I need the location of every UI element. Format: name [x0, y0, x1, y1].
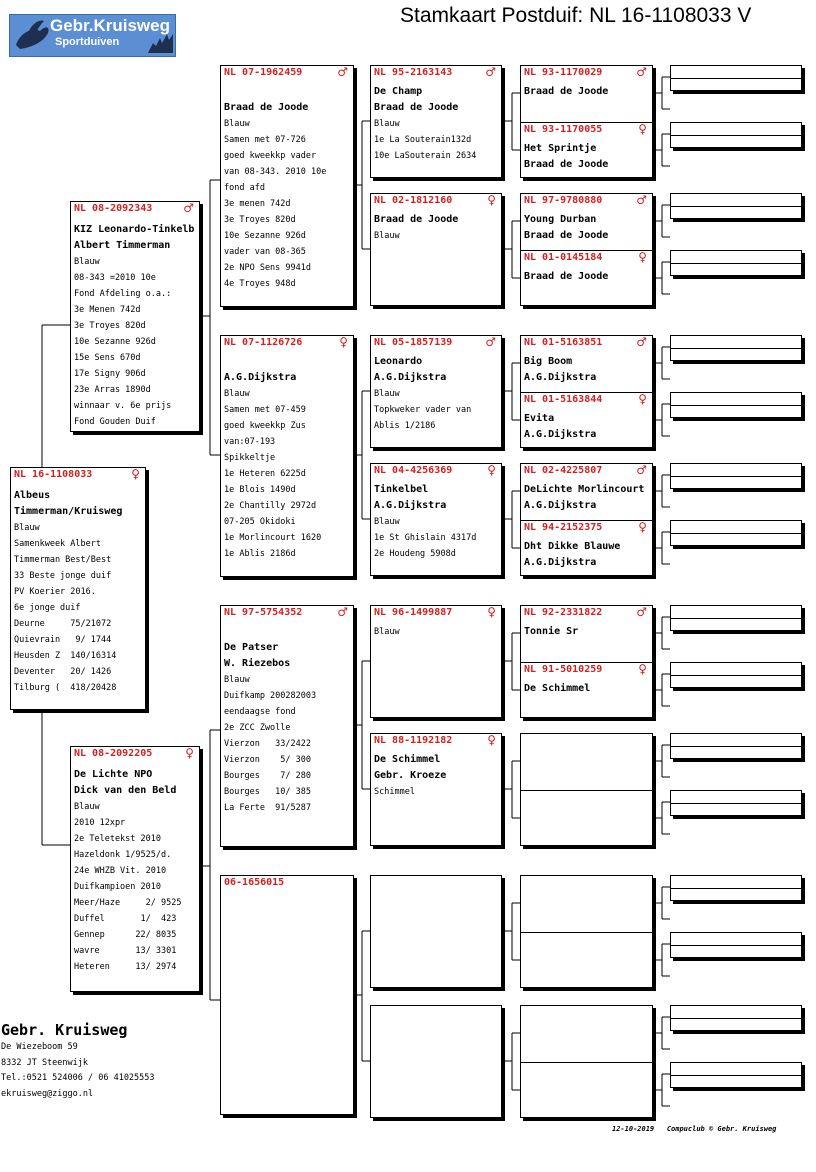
pigeon-detail: Samen met 07-726	[224, 135, 306, 145]
owner-block	[1, 1020, 155, 1102]
sex-symbol: ♂	[485, 335, 496, 349]
card-body	[224, 100, 351, 292]
generation-5-box	[670, 875, 802, 901]
pigeon-detail: Vierzon 5/ 300	[224, 755, 311, 765]
pair-divider	[671, 78, 801, 79]
sex-symbol: ♂	[183, 201, 194, 215]
pigeon-detail: 1e Blois 1490d	[224, 485, 296, 495]
pair-divider	[521, 392, 652, 393]
gg-grandparent-pair	[520, 65, 653, 178]
ring-number: NL 08-2092343	[74, 203, 153, 214]
pigeon-detail: Deurne 75/21072	[14, 619, 112, 629]
ring-number: NL 97-9780880	[524, 195, 603, 206]
generation-5-box	[670, 932, 802, 958]
pigeon-detail: Bourges 7/ 280	[224, 771, 311, 781]
card-body	[374, 354, 499, 434]
sex-symbol: ♀	[638, 122, 647, 136]
ring-number: NL 04-4256369	[374, 465, 453, 476]
ring-number: NL 05-1857139	[374, 337, 453, 348]
pigeon-detail: 2e Houdeng 5908d	[374, 549, 456, 559]
pigeon-detail: Ablis 1/2186	[374, 421, 436, 431]
pigeon-detail: Duifkampioen 2010	[74, 882, 161, 892]
pigeon-detail: Gennep 22/ 8035	[74, 930, 177, 940]
pigeon-detail: Blauw	[374, 627, 400, 637]
grandparent-card	[220, 875, 354, 1115]
pair-divider	[671, 135, 801, 136]
card-body	[224, 370, 351, 562]
sex-symbol: ♂	[636, 335, 647, 349]
pair-divider	[671, 476, 801, 477]
pigeon-name: De Schimmel	[374, 754, 441, 765]
pigeon-name: DeLichte Morlincourt	[524, 484, 645, 495]
owner-email: ekruisweg@ziggo.nl	[1, 1088, 94, 1099]
owner-address-line: De Wiezeboom 59	[1, 1042, 78, 1052]
pigeon-detail: 10e Sezanne 926d	[74, 337, 156, 347]
pigeon-detail: 2e ZCC Zwolle	[224, 723, 291, 733]
pigeon-name: De Lichte NPO	[74, 769, 153, 780]
pigeon-detail: Blauw	[374, 389, 400, 399]
pigeon-detail: 4e Troyes 948d	[224, 279, 296, 289]
pigeon-detail: 3e Menen 742d	[74, 305, 141, 315]
ring-number: NL 94-2152375	[524, 522, 603, 533]
sex-symbol: ♀	[638, 392, 647, 406]
pair-divider	[671, 1075, 801, 1076]
pigeon-detail: 33 Beste jonge duif	[14, 571, 112, 581]
pigeon-name: Dht Dikke Blauwe	[524, 541, 621, 552]
ring-number: NL 02-4225807	[524, 465, 603, 476]
pigeon-detail: 1e Heteren 6225d	[224, 469, 306, 479]
pigeon-detail: 3e menen 742d	[224, 199, 291, 209]
pair-divider	[671, 675, 801, 676]
sex-symbol: ♂	[636, 193, 647, 207]
great-grandparent-card	[370, 733, 502, 846]
pigeon-detail: goed kweekkp Zus	[224, 421, 306, 431]
pigeon-detail: 07-205 Okidoki	[224, 517, 296, 527]
pigeon-detail: Schimmel	[374, 787, 415, 797]
pigeon-detail: 15e Sens 670d	[74, 353, 141, 363]
pigeon-name: A.G.Dijkstra	[524, 500, 597, 511]
great-grandparent-card	[370, 1005, 502, 1118]
pigeon-name: W. Riezebos	[224, 658, 291, 669]
grandparent-card	[220, 335, 354, 577]
generation-5-box	[670, 1005, 802, 1031]
pigeon-name: KIZ Leonardo-Tinkelb	[74, 224, 195, 235]
pair-divider	[671, 1018, 801, 1019]
pair-divider	[521, 122, 652, 123]
card-body	[524, 681, 650, 697]
pigeon-name: Gebr. Kroeze	[374, 770, 447, 781]
pigeon-detail: fond afd	[224, 183, 265, 193]
pair-divider	[671, 263, 801, 264]
pigeon-detail: wavre 13/ 3301	[74, 946, 177, 956]
pigeon-name: A.G.Dijkstra	[374, 372, 447, 383]
pigeon-detail: Samen met 07-459	[224, 405, 306, 415]
pigeon-detail: 2e NPO Sens 9941d	[224, 263, 311, 273]
pigeon-name: Braad de Joode	[524, 86, 609, 97]
pair-divider	[521, 662, 652, 663]
generation-5-box	[670, 335, 802, 361]
logo-subtext: Sportduiven	[55, 36, 120, 48]
pigeon-name: Tinkelbel	[374, 484, 429, 495]
card-body	[374, 624, 499, 640]
pigeon-detail: 08-343 =2010 10e	[74, 273, 156, 283]
great-grandparent-card	[370, 335, 502, 448]
generation-5-box	[670, 392, 802, 418]
owner-phone: Tel.:0521 524006 / 06 41025553	[1, 1073, 155, 1083]
grandparent-card	[220, 65, 354, 307]
pigeon-detail: 2010 12xpr	[74, 818, 126, 828]
pigeon-detail: 1e St Ghislain 4317d	[374, 533, 477, 543]
pigeon-name: Big Boom	[524, 356, 573, 367]
pigeon-name: Het Sprintje	[524, 143, 597, 154]
pigeon-detail: Heusden Z 140/16314	[14, 651, 117, 661]
pair-divider	[671, 945, 801, 946]
card-body	[74, 767, 197, 975]
pair-divider	[521, 250, 652, 251]
pair-divider	[521, 932, 652, 933]
card-body	[524, 354, 650, 386]
ring-number: NL 96-1499887	[374, 607, 453, 618]
sex-symbol: ♀	[185, 746, 194, 760]
card-body	[524, 141, 650, 173]
pigeon-name: De Patser	[224, 642, 279, 653]
gg-grandparent-pair	[520, 605, 653, 718]
pigeon-detail: Deventer 20/ 1426	[14, 667, 112, 677]
pigeon-detail: 1e Morlincourt 1620	[224, 533, 322, 543]
pigeon-detail: Spikkeltje	[224, 453, 276, 463]
pigeon-detail: 6e jonge duif	[14, 603, 81, 613]
pigeon-name: A.G.Dijkstra	[524, 429, 597, 440]
pigeon-detail: goed kweekkp vader	[224, 151, 317, 161]
generation-5-box	[670, 662, 802, 688]
generation-5-box	[670, 790, 802, 816]
pigeon-name: Evita	[524, 413, 555, 424]
footer-credit: Compuclub © Gebr. Kruisweg	[666, 1125, 777, 1133]
pair-divider	[671, 746, 801, 747]
card-body	[374, 212, 499, 244]
card-body	[524, 482, 650, 514]
gg-grandparent-pair	[520, 733, 653, 846]
ring-number: NL 07-1126726	[224, 337, 303, 348]
pigeon-name: De Champ	[374, 86, 423, 97]
pigeon-detail: Blauw	[374, 517, 400, 527]
pair-divider	[671, 206, 801, 207]
pigeon-detail: Duffel 1/ 423	[74, 914, 177, 924]
pigeon-detail: 24e WHZB Vit. 2010	[74, 866, 167, 876]
ring-number: NL 08-2092205	[74, 748, 153, 759]
card-body	[524, 84, 650, 100]
pigeon-name: Timmerman/Kruisweg	[14, 506, 123, 517]
pair-divider	[671, 405, 801, 406]
ring-number: NL 16-1108033	[14, 469, 93, 480]
pigeon-name: Albert Timmerman	[74, 240, 171, 251]
pair-divider	[671, 533, 801, 534]
pigeon-name: Braad de Joode	[524, 271, 609, 282]
ring-number: NL 01-5163851	[524, 337, 603, 348]
pigeon-detail: Blauw	[374, 231, 400, 241]
pigeon-detail: 1e La Souterain132d	[374, 135, 472, 145]
sex-symbol: ♂	[636, 605, 647, 619]
parent-card	[70, 746, 200, 992]
pigeon-detail: Fond Gouden Duif	[74, 417, 156, 427]
pigeon-detail: 23e Arras 1890d	[74, 385, 151, 395]
sex-symbol: ♀	[638, 662, 647, 676]
pigeon-detail: Duifkamp 200282003	[224, 691, 317, 701]
great-grandparent-card	[370, 605, 502, 718]
pigeon-name: A.G.Dijkstra	[374, 500, 447, 511]
sex-symbol: ♀	[487, 733, 496, 747]
pigeon-detail: eendaagse fond	[224, 707, 296, 717]
pigeon-detail: 2e Chantilly 2972d	[224, 501, 317, 511]
pigeon-detail: Blauw	[74, 257, 100, 267]
ring-number: 06-1656015	[224, 877, 285, 888]
pigeon-detail: Tilburg ( 418/20428	[14, 683, 117, 693]
pigeon-name: Braad de Joode	[524, 159, 609, 170]
card-body	[524, 269, 650, 285]
pigeon-name: Tonnie Sr	[524, 626, 579, 637]
logo-text: Gebr.Kruisweg	[50, 16, 170, 35]
pigeon-detail: winnaar v. 6e prijs	[74, 401, 172, 411]
gg-grandparent-pair	[520, 193, 653, 306]
pigeon-name: Braad de Joode	[374, 214, 459, 225]
card-body	[14, 488, 143, 696]
pigeon-detail: Blauw	[14, 523, 40, 533]
pigeon-detail: Blauw	[224, 119, 250, 129]
footer-date: 12-10-2019	[612, 1125, 655, 1133]
generation-5-box	[670, 122, 802, 148]
pigeon-detail: 10e Sezanne 926d	[224, 231, 306, 241]
sex-symbol: ♂	[337, 65, 348, 79]
generation-5-box	[670, 65, 802, 91]
pigeon-detail: Blauw	[224, 389, 250, 399]
card-body	[524, 539, 650, 571]
card-body	[524, 624, 650, 640]
main-pigeon-card	[10, 467, 146, 710]
sex-symbol: ♀	[131, 467, 140, 481]
owner-address-line: 8332 JT Steenwijk	[1, 1057, 88, 1068]
pigeon-name: A.G.Dijkstra	[224, 372, 297, 383]
generation-5-box	[670, 463, 802, 489]
pair-divider	[521, 790, 652, 791]
pigeon-detail: vader van 08-365	[224, 247, 306, 257]
pigeon-detail: Fond Afdeling o.a.:	[74, 289, 172, 299]
ring-number: NL 92-2331822	[524, 607, 603, 618]
pigeon-name: Braad de Joode	[224, 102, 309, 113]
generation-5-box	[670, 605, 802, 631]
pigeon-detail: van 08-343. 2010 10e	[224, 167, 327, 177]
gg-grandparent-pair	[520, 335, 653, 448]
parent-card	[70, 201, 200, 432]
generation-5-box	[670, 193, 802, 219]
ring-number: NL 93-1170029	[524, 67, 603, 78]
pigeon-detail: 2e Teletekst 2010	[74, 834, 161, 844]
pigeon-detail: 3e Troyes 820d	[224, 215, 296, 225]
pigeon-detail: Blauw	[224, 675, 250, 685]
ring-number: NL 88-1192182	[374, 735, 453, 746]
pigeon-name: A.G.Dijkstra	[524, 372, 597, 383]
pigeon-detail: Blauw	[74, 802, 100, 812]
card-body	[524, 212, 650, 244]
pigeon-name: Dick van den Beld	[74, 785, 177, 796]
sex-symbol: ♂	[485, 65, 496, 79]
grandparent-card	[220, 605, 354, 847]
owner-name: Gebr. Kruisweg	[1, 1021, 128, 1039]
pigeon-name: De Schimmel	[524, 683, 591, 694]
pigeon-detail: Samenkweek Albert	[14, 539, 101, 549]
generation-5-box	[670, 733, 802, 759]
pigeon-detail: van:07-193	[224, 437, 276, 447]
sex-symbol: ♀	[487, 605, 496, 619]
sex-symbol: ♂	[337, 605, 348, 619]
sex-symbol: ♀	[487, 193, 496, 207]
pigeon-name: Albeus	[14, 490, 51, 501]
gg-grandparent-pair	[520, 463, 653, 576]
pair-divider	[671, 618, 801, 619]
generation-5-box	[670, 520, 802, 546]
sex-symbol: ♂	[636, 463, 647, 477]
card-body	[374, 482, 499, 562]
card-body	[74, 222, 197, 430]
pair-divider	[671, 803, 801, 804]
pigeon-detail: La Ferte 91/5287	[224, 803, 311, 813]
great-grandparent-card	[370, 463, 502, 576]
pigeon-detail: Vierzon 33/2422	[224, 739, 311, 749]
great-grandparent-card	[370, 193, 502, 306]
sex-symbol: ♀	[638, 250, 647, 264]
pair-divider	[521, 520, 652, 521]
card-body	[374, 84, 499, 164]
gg-grandparent-pair	[520, 1005, 653, 1118]
pigeon-detail: Bourges 10/ 385	[224, 787, 311, 797]
ring-number: NL 95-2163143	[374, 67, 453, 78]
card-body	[524, 411, 650, 443]
pigeon-detail: 3e Troyes 820d	[74, 321, 146, 331]
great-grandparent-card	[370, 65, 502, 178]
ring-number: NL 91-5010259	[524, 664, 603, 675]
pigeon-detail: Meer/Haze 2/ 9525	[74, 898, 182, 908]
pigeon-detail: 17e Signy 906d	[74, 369, 146, 379]
card-body	[224, 640, 351, 816]
page-title: Stamkaart Postduif: NL 16-1108033 V	[400, 4, 752, 27]
sex-symbol: ♀	[638, 520, 647, 534]
ring-number: NL 97-5754352	[224, 607, 303, 618]
ring-number: NL 01-5163844	[524, 394, 603, 405]
pigeon-name: Leonardo	[374, 356, 423, 367]
pigeon-detail: PV Koerier 2016.	[14, 587, 96, 597]
pigeon-name: A.G.Dijkstra	[524, 557, 597, 568]
great-grandparent-card	[370, 875, 502, 988]
sex-symbol: ♀	[487, 463, 496, 477]
pair-divider	[671, 888, 801, 889]
pigeon-detail: Quievrain 9/ 1744	[14, 635, 112, 645]
generation-5-box	[670, 250, 802, 276]
ring-number: NL 93-1170055	[524, 124, 603, 135]
sex-symbol: ♂	[636, 65, 647, 79]
pair-divider	[521, 1062, 652, 1063]
ring-number: NL 01-0145184	[524, 252, 603, 263]
pigeon-detail: Heteren 13/ 2974	[74, 962, 177, 972]
pigeon-name: Young Durban	[524, 214, 597, 225]
gg-grandparent-pair	[520, 875, 653, 988]
pigeon-detail: Blauw	[374, 119, 400, 129]
ring-number: NL 07-1962459	[224, 67, 303, 78]
sex-symbol: ♀	[339, 335, 348, 349]
generation-5-box	[670, 1062, 802, 1088]
pigeon-detail: 1e Ablis 2186d	[224, 549, 296, 559]
pigeon-name: Braad de Joode	[374, 102, 459, 113]
card-body	[374, 752, 499, 800]
pigeon-detail: Hazeldonk 1/9525/d.	[74, 850, 172, 860]
footer	[612, 1125, 776, 1133]
pigeon-name: Braad de Joode	[524, 230, 609, 241]
ring-number: NL 02-1812160	[374, 195, 453, 206]
pair-divider	[671, 348, 801, 349]
pigeon-detail: Timmerman Best/Best	[14, 555, 112, 565]
pigeon-detail: 10e LaSouterain 2634	[374, 151, 477, 161]
pigeon-detail: Topkweker vader van	[374, 405, 472, 415]
